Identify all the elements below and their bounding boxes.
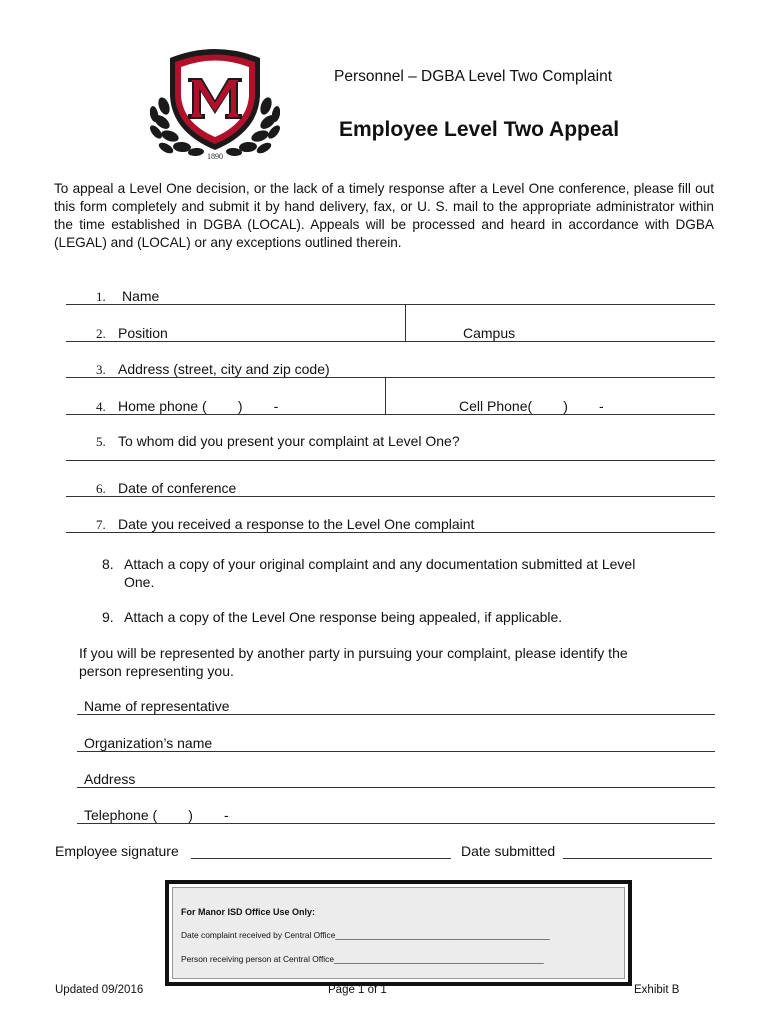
rep-telephone-field[interactable] bbox=[77, 823, 715, 824]
cell-phone-field[interactable] bbox=[385, 414, 715, 415]
person-receiving-line: Person receiving person at Central Office_____________________________________________ bbox=[181, 954, 544, 964]
attachment-item bbox=[102, 608, 702, 628]
field-presented-to-label bbox=[96, 433, 460, 450]
item-number: 6. bbox=[96, 481, 106, 496]
form-title: Employee Level Two Appeal bbox=[339, 118, 620, 141]
label-text: To whom did you present your complaint at Level One? bbox=[118, 433, 460, 449]
office-use-title: For Manor ISD Office Use Only: bbox=[181, 907, 316, 917]
employee-signature-field[interactable] bbox=[191, 858, 451, 859]
field-response-date-label bbox=[96, 516, 474, 533]
field-address-label bbox=[96, 361, 330, 378]
organization-field[interactable] bbox=[77, 751, 715, 752]
label-text: Home phone ( ) - bbox=[118, 398, 279, 414]
label-text: Date you received a response to the Level One complaint bbox=[118, 516, 475, 532]
footer-exhibit: Exhibit B bbox=[634, 984, 680, 996]
item-number: 8. bbox=[102, 556, 114, 572]
rep-address-field[interactable] bbox=[77, 787, 715, 788]
item-number: 4. bbox=[96, 399, 106, 414]
conference-date-field[interactable] bbox=[66, 496, 715, 497]
form-category: Personnel – DGBA Level Two Complaint bbox=[334, 68, 613, 85]
item-number: 3. bbox=[96, 362, 106, 377]
rep-name-label: Name of representative bbox=[84, 698, 230, 714]
footer-updated: Updated 09/2016 bbox=[55, 984, 144, 996]
representation-intro-line2: person representing you. bbox=[79, 663, 234, 679]
footer-page-number: Page 1 of 1 bbox=[328, 984, 387, 996]
field-position-label bbox=[96, 325, 168, 342]
item-number: 9. bbox=[102, 609, 114, 625]
intro-paragraph: To appeal a Level One decision, or the lack of a timely response after a Level One conference, please fill out this form completely and submit it by hand delivery, fax, or U. S. mail to the appropriate administrator within the time established in DGBA (LOCAL). Appeals will be processed and heard in accordance with DGBA (LEGAL) and (LOCAL) or any exceptions outlined therein. bbox=[54, 181, 714, 250]
response-date-field[interactable] bbox=[66, 532, 715, 533]
field-name-label bbox=[96, 288, 159, 305]
field-campus-label: Campus bbox=[463, 325, 516, 341]
presented-to-field[interactable] bbox=[66, 460, 715, 461]
office-use-box bbox=[165, 880, 632, 986]
attachment-text-continued: One. bbox=[124, 574, 155, 590]
item-number: 2. bbox=[96, 326, 106, 341]
field-cell-phone-label: Cell Phone( ) - bbox=[459, 398, 604, 414]
label-text: Name bbox=[122, 288, 160, 304]
field-conference-date-label bbox=[96, 480, 236, 497]
position-field[interactable] bbox=[66, 341, 405, 342]
name-field[interactable] bbox=[66, 304, 715, 305]
attachment-item bbox=[102, 555, 702, 595]
label-text: Position bbox=[118, 325, 168, 341]
attachment-text: Attach a copy of your original complaint and any documentation submitted at Level bbox=[124, 556, 636, 572]
date-submitted-label: Date submitted bbox=[461, 843, 556, 859]
date-submitted-field[interactable] bbox=[563, 858, 712, 859]
field-home-phone-label bbox=[96, 398, 278, 415]
item-number: 5. bbox=[96, 434, 106, 449]
divider bbox=[405, 305, 406, 341]
representation-intro-line1: If you will be represented by another party in pursuing your complaint, please identify the bbox=[79, 645, 628, 661]
school-crest-logo bbox=[150, 44, 280, 162]
rep-name-field[interactable] bbox=[77, 714, 715, 715]
rep-telephone-label: Telephone ( ) - bbox=[84, 807, 229, 823]
label-text: Address (street, city and zip code) bbox=[118, 361, 330, 377]
organization-label: Organization’s name bbox=[84, 735, 213, 751]
address-field[interactable] bbox=[66, 377, 715, 378]
attachment-text: Attach a copy of the Level One response being appealed, if applicable. bbox=[124, 609, 563, 625]
divider bbox=[385, 378, 386, 414]
label-text: Date of conference bbox=[118, 480, 237, 496]
employee-signature-label: Employee signature bbox=[55, 843, 179, 859]
date-received-line: Date complaint received by Central Office______________________________________________ bbox=[181, 930, 550, 940]
office-use-panel bbox=[172, 887, 625, 979]
campus-field[interactable] bbox=[405, 341, 715, 342]
home-phone-field[interactable] bbox=[66, 414, 385, 415]
item-number: 1. bbox=[96, 289, 106, 304]
item-number: 7. bbox=[96, 517, 106, 532]
rep-address-label: Address bbox=[84, 771, 136, 787]
crest-year: 1890 bbox=[207, 152, 223, 161]
